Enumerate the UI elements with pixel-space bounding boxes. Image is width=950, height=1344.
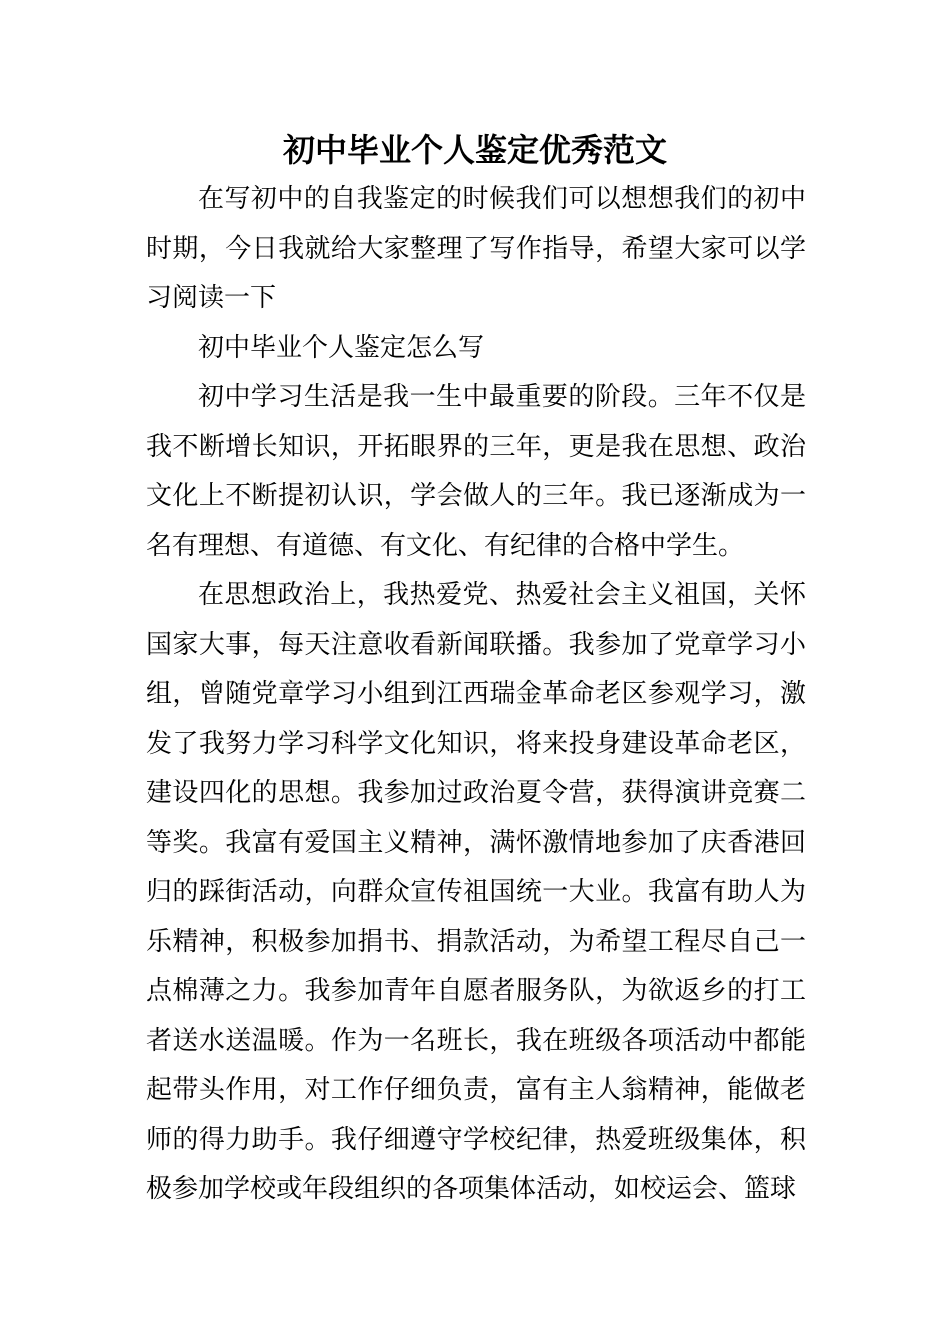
document-title: 初中毕业个人鉴定优秀范文 — [282, 131, 667, 169]
paragraph-politics: 在思想政治上，我热爱党、热爱社会主义祖国，关怀国家大事，每天注意收看新闻联播。我参加了党章学习小组，曾随党章学习小组到江西瑞金革命老区参观学习，激发了我努力学习科学文化知识，将来投身建设革命老区，建设四化的思想。我参加过政治夏令营，获得演讲竞赛二等奖。我富有爱国主义精神，满怀激情地参加了庆香港回归的踩街活动，向群众宣传祖国统一大业。我富有助人为乐精神，积极参加捐书、捐款活动，为希望工程尽自己一点棉薄之力。我参加青年自愿者服务队，为欲返乡的打工者送水送温暖。作为一名班长，我在班级各项活动中都能起带头作用，对工作仔细负责，富有主人翁精神，能做老师的得力助手。我仔细遵守学校纪律，热爱班级集体，积极参加学校或年段组织的各项集体活动，如校运会、篮球 — [146, 580, 806, 1204]
paragraph-overview: 初中学习生活是我一生中最重要的阶段。三年不仅是我不断增长知识，开拓眼界的三年，更是我在思想、政治文化上不断提初认识，学会做人的三年。我已逐渐成为一名有理想、有道德、有文化、有纪律的合格中学生。 — [146, 382, 806, 561]
document-body — [146, 175, 806, 1215]
paragraph-intro: 在写初中的自我鉴定的时候我们可以想想我们的初中时期，今日我就给大家整理了写作指导，希望大家可以学习阅读一下 — [146, 184, 806, 313]
paragraph-subheading: 初中毕业个人鉴定怎么写 — [198, 332, 485, 363]
